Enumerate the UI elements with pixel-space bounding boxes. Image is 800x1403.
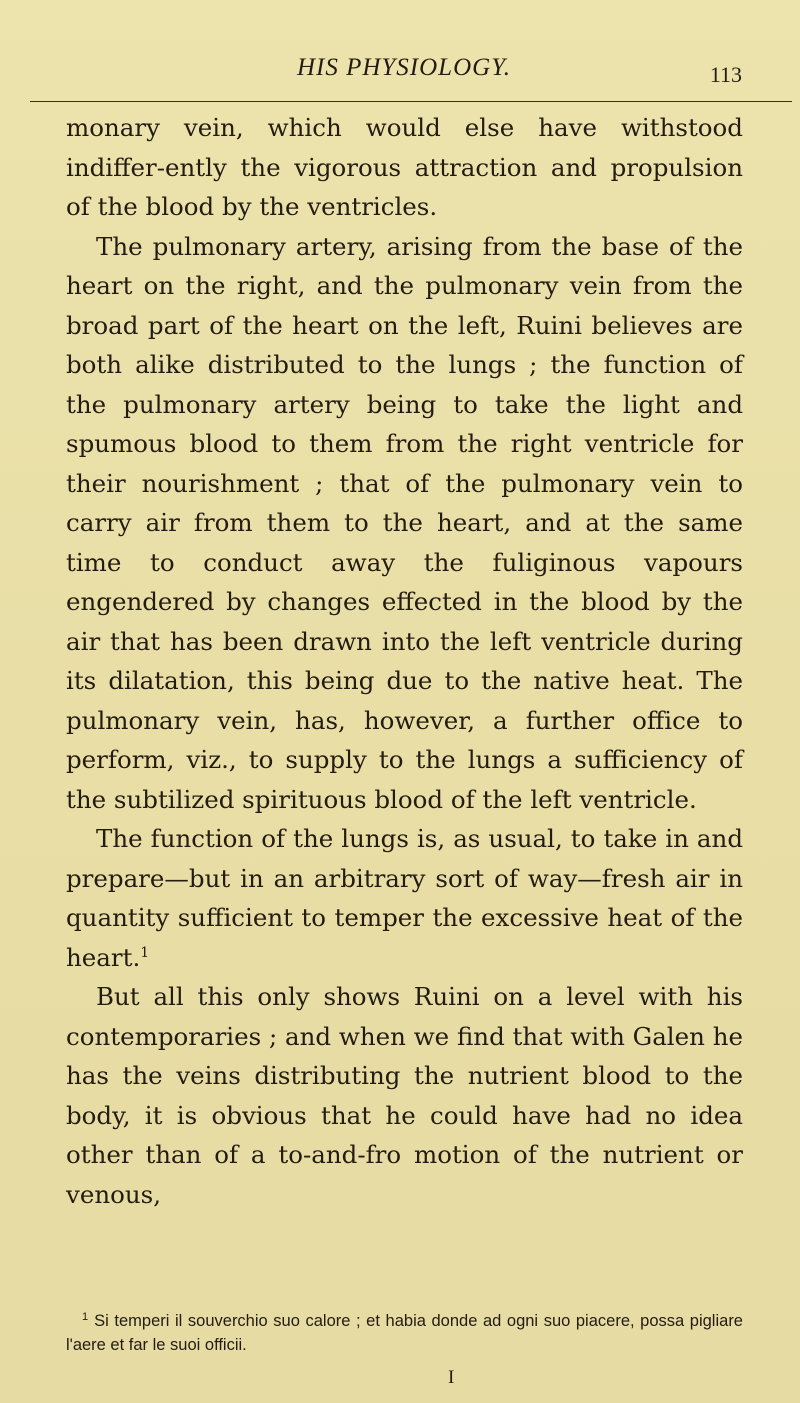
footnote xyxy=(66,1309,743,1357)
body-text xyxy=(66,108,743,1214)
paragraph-3-text: The function of the lungs is, as usual, to take in and prepare—but in an arbitrary sort of way—fresh air in quantity sufficient to temper the excessive heat of the heart. xyxy=(66,824,743,972)
signature-mark: I xyxy=(448,1367,455,1388)
paragraph-2: The pulmonary artery, arising from the base of the heart on the right, and the pulmonary vein from the broad part of the heart on the left, Ruini believes are both alike distributed to the lungs ; the function of the pulmonary artery being to take the light and spumous blood to them from the right ventricle for their nourishment ; that of the pulmonary vein to carry air from them to the heart, and at the same time to conduct away the fuliginous vapours engendered by changes effected in the blood by the air that has been drawn into the left ventricle during its dilatation, this being due to the native heat. The pulmonary vein, has, however, a further office to perform, viz., to supply to the lungs a sufficiency of the subtilized spirituous blood of the left ventricle. xyxy=(66,231,743,814)
paragraph-4: But all this only shows Ruini on a level with his contemporaries ; and when we find that with Galen he has the veins distributing the nutrient blood to the body, it is obvious that he could have had no idea other than of a to-and-fro motion of the nutrient or venous, xyxy=(66,982,743,1209)
page-number: 113 xyxy=(709,62,742,87)
footnote-text: Si temperi il souverchio suo calore ; et habia donde ad ogni suo piacere, possa pigliare l'aere et far le suoi officii. xyxy=(66,1312,743,1354)
paragraph-3 xyxy=(66,819,743,977)
paragraph-1: monary vein, which would else have withstood indiffer-ently the vigorous attraction and propulsion of the blood by the ventricles. xyxy=(66,113,743,221)
footnote-mark: 1 xyxy=(82,1311,89,1323)
running-head: HIS PHYSIOLOGY. xyxy=(296,54,512,81)
page-header xyxy=(66,50,742,90)
footnote-reference: 1 xyxy=(140,944,150,961)
header-rule xyxy=(30,101,792,102)
